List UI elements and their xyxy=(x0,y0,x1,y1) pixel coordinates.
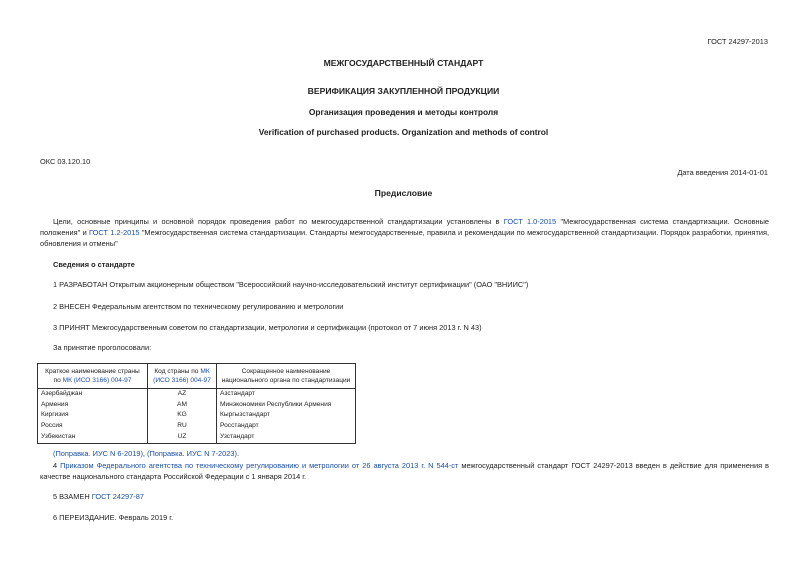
order-link[interactable]: Приказом Федерального агентства по техническому регулированию и метрологии от 26 августа 2013 г. N 544-ст xyxy=(60,461,459,470)
classifier-link[interactable]: МК (ИСО 3166) 004-97 xyxy=(62,377,132,384)
code-cell: AM xyxy=(148,400,217,411)
country-cell: Россия xyxy=(38,421,148,432)
voting-states-table xyxy=(37,363,356,444)
amendments-line: (Поправка. ИУС N 6-2019), (Поправка. ИУС N 7-2023). xyxy=(53,449,240,458)
table-row xyxy=(38,389,356,400)
about-standard-heading: Сведения о стандарте xyxy=(53,260,135,269)
table-row xyxy=(38,410,356,421)
item-enacted xyxy=(40,460,769,482)
country-cell: Азербайджан xyxy=(38,389,148,400)
oks-code: ОКС 03.120.10 xyxy=(40,157,91,166)
country-cell: Узбекистан xyxy=(38,432,148,443)
item-reissue: 6 ПЕРЕИЗДАНИЕ. Февраль 2019 г. xyxy=(53,513,174,522)
document-subtitle: Организация проведения и методы контроля xyxy=(308,107,499,117)
gost-24297-87-link[interactable]: ГОСТ 24297-87 xyxy=(91,492,144,501)
item-adopted-by: 3 ПРИНЯТ Межгосударственным советом по стандартизации, метрологии и сертификации (протокол от 7 июня 2013 г. N 43) xyxy=(53,323,482,332)
standards-body-cell: Узстандарт xyxy=(217,432,356,443)
classifier-link[interactable]: МК (ИСО 3166) 004-97 xyxy=(153,367,211,384)
code-cell: AZ xyxy=(148,389,217,400)
foreword-paragraph xyxy=(40,216,769,250)
amendment-link-2019[interactable]: (Поправка. ИУС N 6-2019) xyxy=(53,449,143,458)
amendment-link-2023[interactable]: (Поправка. ИУС N 7-2023) xyxy=(147,449,237,458)
item-replaces: 5 ВЗАМЕН ГОСТ 24297-87 xyxy=(53,492,144,501)
foreword-text-3: "Межгосударственная система стандартизации. Стандарты межгосударственные, правила и рекомендации по межгосударственной стандартизации. Порядок разработки, принятия, обновления и отмены" xyxy=(40,228,770,249)
item-submitted-by: 2 ВНЕСЕН Федеральным агентством по техническому регулированию и метрологии xyxy=(53,302,344,311)
item-developed-by: 1 РАЗРАБОТАН Открытым акционерным обществом "Всероссийский научно-исследовательский институт сертификации" (ОАО "ВНИИС") xyxy=(53,280,529,289)
code-cell: RU xyxy=(148,421,217,432)
english-title: Verification of purchased products. Organization and methods of control xyxy=(258,127,549,137)
standard-type: МЕЖГОСУДАРСТВЕННЫЙ СТАНДАРТ xyxy=(323,58,484,68)
header-country-name: Краткое наименование страны по МК (ИСО 3166) 004-97 xyxy=(38,364,148,389)
country-cell: Киргизия xyxy=(38,410,148,421)
table-row xyxy=(38,432,356,443)
foreword-text-2: "Межгосударственная система стандартизации. Основные положения" и xyxy=(40,217,770,238)
table-row xyxy=(38,421,356,432)
table-header-row xyxy=(38,364,356,389)
standards-body-cell: Росстандарт xyxy=(217,421,356,432)
foreword-text-1: Цели, основные принципы и основной порядок проведения работ по межгосударственной стандартизации установлены в xyxy=(53,217,500,226)
item-enacted-text: межгосударственный стандарт ГОСТ 24297-2013 введен в действие для применения в качестве национального стандарта Российской Федерации с 1 января 2014 г. xyxy=(40,461,769,482)
country-cell: Армения xyxy=(38,400,148,411)
standards-body-cell: Кыргызстандарт xyxy=(217,410,356,421)
document-code: ГОСТ 24297-2013 xyxy=(707,37,768,46)
gost-1-2-link[interactable]: ГОСТ 1.2-2015 xyxy=(89,228,140,238)
standards-body-cell: Минэкономики Республики Армения xyxy=(217,400,356,411)
document-title: ВЕРИФИКАЦИЯ ЗАКУПЛЕННОЙ ПРОДУКЦИИ xyxy=(307,86,500,96)
header-standards-body: Сокращенное наименование национального органа по стандартизации xyxy=(217,364,356,389)
header-country-code: Код страны по МК (ИСО 3166) 004-97 xyxy=(148,364,217,389)
table-row xyxy=(38,400,356,411)
code-cell: UZ xyxy=(148,432,217,443)
introduction-date: Дата введения 2014-01-01 xyxy=(677,168,768,177)
gost-1-0-link[interactable]: ГОСТ 1.0-2015 xyxy=(503,217,557,226)
foreword-heading: Предисловие xyxy=(374,188,433,198)
code-cell: KG xyxy=(148,410,217,421)
item-enacted-number: 4 xyxy=(53,461,58,470)
standards-body-cell: Азстандарт xyxy=(217,389,356,400)
voted-label: За принятие проголосовали: xyxy=(53,343,152,352)
